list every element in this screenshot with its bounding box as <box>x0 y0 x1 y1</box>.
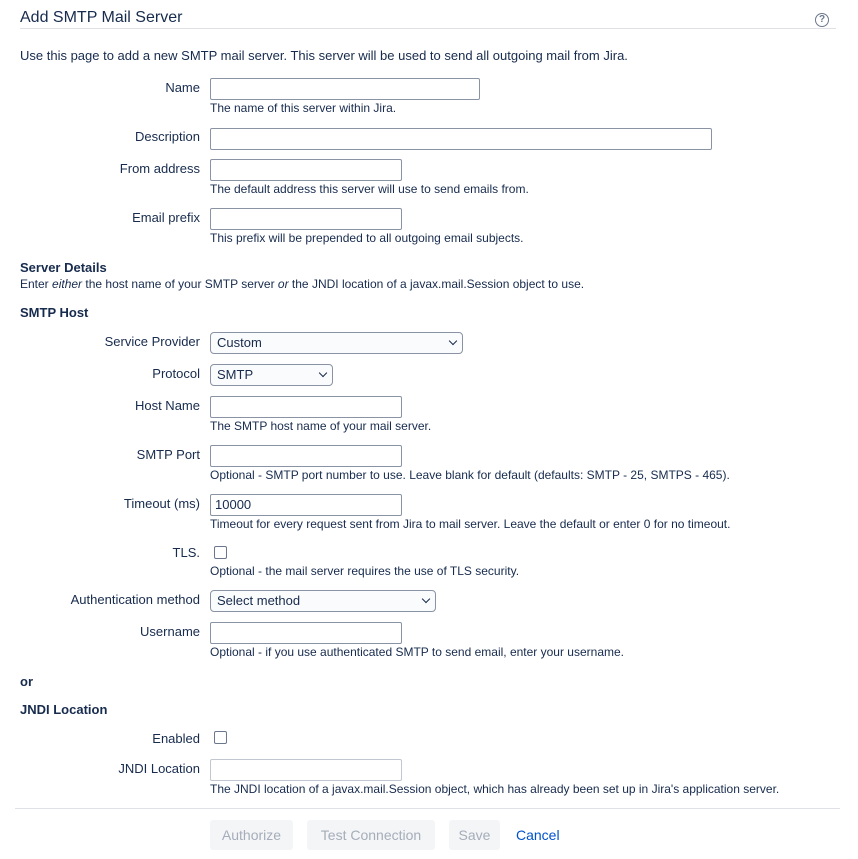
name-input[interactable] <box>210 78 480 100</box>
jndi-enabled-label: Enabled <box>152 731 200 746</box>
server-details-heading: Server Details <box>20 260 107 275</box>
timeout-input[interactable]: 10000 <box>210 494 402 516</box>
tls-checkbox[interactable] <box>214 546 227 559</box>
from-address-input[interactable] <box>210 159 402 181</box>
auth-method-select[interactable]: Select method <box>210 590 436 612</box>
description-input[interactable] <box>210 128 712 150</box>
tls-desc: Optional - the mail server requires the use of TLS security. <box>210 564 520 578</box>
host-name-desc: The SMTP host name of your mail server. <box>210 419 432 433</box>
from-address-label: From address <box>119 161 200 176</box>
jndi-location-input[interactable] <box>210 759 402 781</box>
email-prefix-label: Email prefix <box>132 210 200 225</box>
authorize-button[interactable]: Authorize <box>210 820 293 850</box>
timeout-label: Timeout (ms) <box>123 496 200 511</box>
email-prefix-input[interactable] <box>210 208 402 230</box>
chevron-down-icon <box>449 337 457 345</box>
jndi-enabled-checkbox[interactable] <box>214 731 227 744</box>
protocol-select[interactable]: SMTP <box>210 364 333 386</box>
save-button[interactable]: Save <box>449 820 500 850</box>
from-address-desc: The default address this server will use to send emails from. <box>210 182 529 196</box>
footer-divider <box>15 808 840 809</box>
name-desc: The name of this server within Jira. <box>210 101 397 115</box>
test-connection-button[interactable]: Test Connection <box>307 820 435 850</box>
or-label: or <box>20 674 33 689</box>
username-label: Username <box>140 624 200 639</box>
service-provider-label: Service Provider <box>104 334 200 349</box>
jndi-heading: JNDI Location <box>20 702 108 717</box>
host-name-input[interactable] <box>210 396 402 418</box>
protocol-label: Protocol <box>152 366 200 381</box>
smtp-port-desc: Optional - SMTP port number to use. Leave blank for default (defaults: SMTP - 25, SMTPS - 465). <box>210 468 730 482</box>
smtp-port-input[interactable] <box>210 445 402 467</box>
tls-label: TLS. <box>172 545 200 560</box>
jndi-location-desc: The JNDI location of a javax.mail.Session object, which has already been set up in Jira's application server. <box>210 782 780 796</box>
email-prefix-desc: This prefix will be prepended to all outgoing email subjects. <box>210 231 524 245</box>
title-divider <box>20 28 836 29</box>
username-desc: Optional - if you use authenticated SMTP to send email, enter your username. <box>210 645 624 659</box>
chevron-down-icon <box>319 369 327 377</box>
auth-method-label: Authentication method <box>70 592 200 607</box>
page-title: Add SMTP Mail Server <box>20 9 183 26</box>
name-label: Name <box>165 80 200 95</box>
help-icon[interactable]: ? <box>815 13 829 27</box>
description-label: Description <box>134 129 200 144</box>
jndi-location-label: JNDI Location <box>118 761 200 776</box>
smtp-host-heading: SMTP Host <box>20 305 89 320</box>
page-intro: Use this page to add a new SMTP mail server. This server will be used to send all outgoing mail from Jira. <box>20 48 628 63</box>
service-provider-select[interactable]: Custom <box>210 332 463 354</box>
server-details-desc: Enter either the host name of your SMTP server or the JNDI location of a javax.mail.Session object to use. <box>20 277 585 291</box>
chevron-down-icon <box>422 595 430 603</box>
cancel-link[interactable]: Cancel <box>516 827 560 843</box>
host-name-label: Host Name <box>134 398 200 413</box>
smtp-port-label: SMTP Port <box>136 447 200 462</box>
username-input[interactable] <box>210 622 402 644</box>
timeout-desc: Timeout for every request sent from Jira to mail server. Leave the default or enter 0 for no timeout. <box>210 517 731 531</box>
